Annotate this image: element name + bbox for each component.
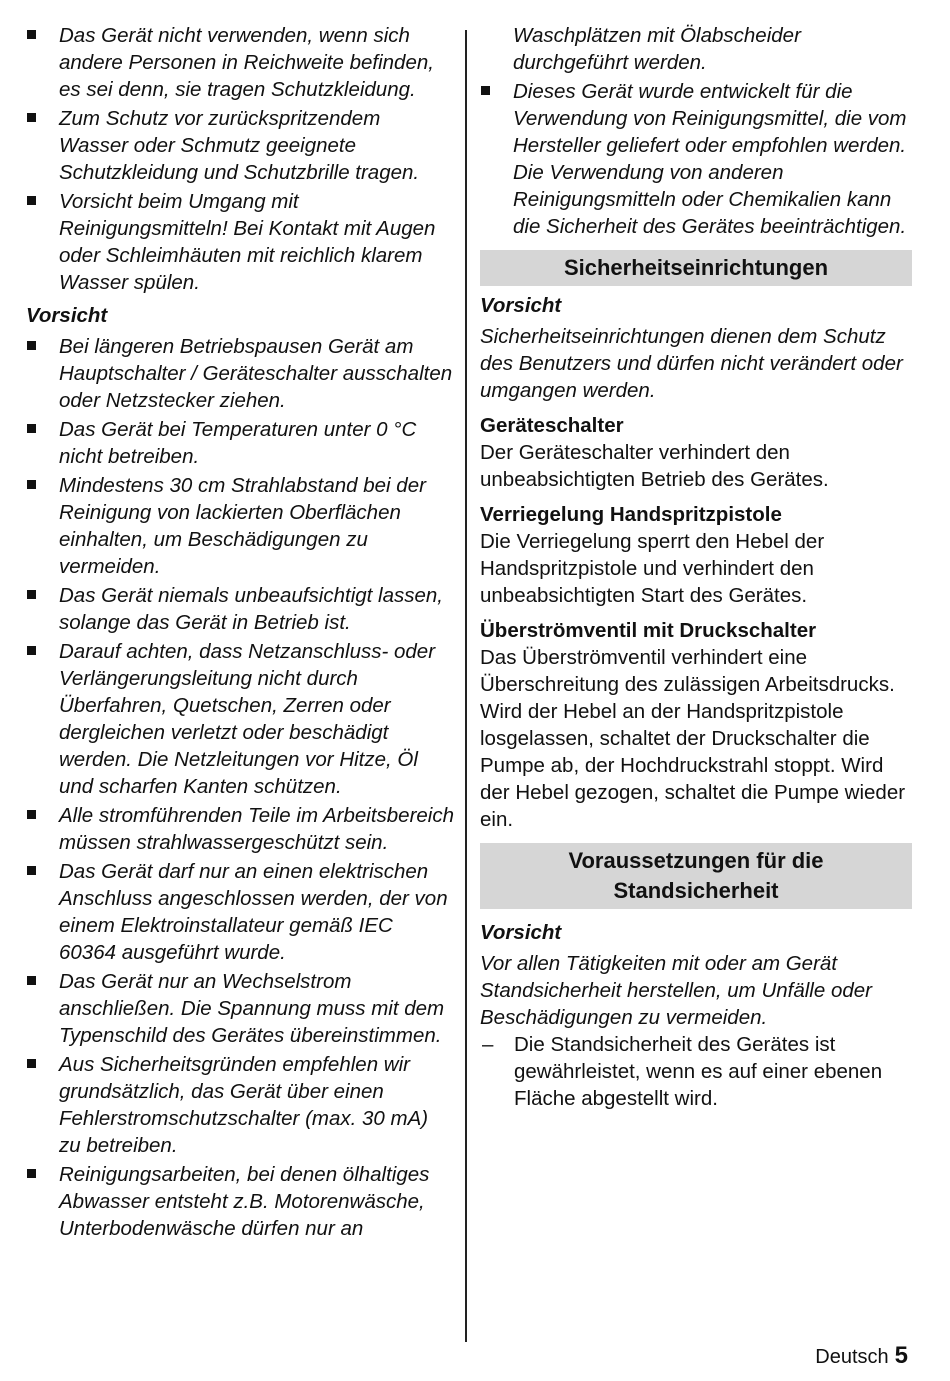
subheading-overflow-valve: Überströmventil mit Druckschalter <box>480 619 817 642</box>
caution-text: Vor allen Tätigkeiten mit oder am Gerät Standsicherheit herstellen, um Unfälle oder Beschädigungen zu vermeiden. <box>480 952 872 1029</box>
square-bullet-icon <box>481 86 490 95</box>
list-item <box>26 582 454 636</box>
list-item <box>26 188 454 296</box>
caution-heading: Vorsicht <box>480 294 562 317</box>
dash-item-text: Die Standsicherheit des Gerätes ist gewährleistet, wenn es auf einer ebenen Fläche abgestellt wird. <box>514 1033 883 1110</box>
list-item-text: Darauf achten, dass Netzanschluss- oder Verlängerungsleitung nicht durch Überfahren, Quetschen, Zerren oder dergleichen verletzt oder beschädigt werden. Die Netzleitungen vor Hitze, Öl und scharfen Kanten schützen. <box>59 640 436 798</box>
safety-list-b <box>26 333 454 1242</box>
list-item <box>26 333 454 414</box>
continuation-text: Waschplätzen mit Ölabscheider durchgeführt werden. <box>513 24 801 74</box>
square-bullet-icon <box>27 113 36 122</box>
square-bullet-icon <box>27 341 36 350</box>
dash-list-item <box>480 1031 912 1112</box>
list-item <box>26 858 454 966</box>
square-bullet-icon <box>27 866 36 875</box>
caution-heading: Vorsicht <box>480 921 562 944</box>
list-item-text: Das Gerät niemals unbeaufsichtigt lassen, solange das Gerät in Betrieb ist. <box>59 584 444 634</box>
list-item-text: Dieses Gerät wurde entwickelt für die Verwendung von Reinigungsmittel, die vom Hersteller geliefert oder empfohlen werden. Die Verwendung von anderen Reinigungsmitteln oder Chemikalien kann die Sicherheit des Gerätes beeinträchtigen. <box>513 80 907 238</box>
left-column <box>26 22 454 1244</box>
square-bullet-icon <box>27 1169 36 1178</box>
square-bullet-icon <box>27 30 36 39</box>
square-bullet-icon <box>27 976 36 985</box>
list-item <box>26 802 454 856</box>
section-heading-line: Standsicherheit <box>613 878 779 903</box>
square-bullet-icon <box>27 1059 36 1068</box>
list-item-text: Zum Schutz vor zurückspritzendem Wasser oder Schmutz geeignete Schutzkleidung und Schutzbrille tragen. <box>59 107 420 184</box>
caution-heading: Vorsicht <box>26 304 108 327</box>
list-item-text: Das Gerät bei Temperaturen unter 0 °C nicht betreiben. <box>59 418 417 468</box>
section-heading-stability <box>480 843 912 909</box>
footer-language: Deutsch <box>815 1346 889 1368</box>
caution-text: Sicherheitseinrichtungen dienen dem Schutz des Benutzers und dürfen nicht verändert oder umgangen werden. <box>480 325 903 402</box>
list-item-text: Das Gerät nicht verwenden, wenn sich andere Personen in Reichweite befinden, es sei denn, sie tragen Schutzkleidung. <box>59 24 434 101</box>
list-item <box>26 638 454 800</box>
right-column <box>480 22 912 1112</box>
section-heading-line: Voraussetzungen für die <box>568 848 824 873</box>
dash-bullet-icon: – <box>482 1033 494 1056</box>
list-item <box>26 472 454 580</box>
page-footer <box>815 1342 908 1371</box>
square-bullet-icon <box>27 424 36 433</box>
list-item-text: Bei längeren Betriebspausen Gerät am Hauptschalter / Geräteschalter ausschalten oder Netzstecker ziehen. <box>59 335 453 412</box>
square-bullet-icon <box>27 590 36 599</box>
square-bullet-icon <box>27 480 36 489</box>
list-item-text: Aus Sicherheitsgründen empfehlen wir grundsätzlich, das Gerät über einen Fehlerstromschutzschalter (max. 30 mA) zu betreiben. <box>59 1053 429 1157</box>
list-item <box>26 416 454 470</box>
square-bullet-icon <box>27 196 36 205</box>
square-bullet-icon <box>27 646 36 655</box>
gun-lock-text: Die Verriegelung sperrt den Hebel der Handspritzpistole und verhindert den unbeabsichtigten Start des Gerätes. <box>480 530 825 607</box>
list-item-text: Alle stromführenden Teile im Arbeitsbereich müssen strahlwassergeschützt sein. <box>59 804 455 854</box>
list-item <box>26 1161 454 1242</box>
section-heading-safety-devices: Sicherheitseinrichtungen <box>480 250 912 286</box>
list-item <box>26 968 454 1049</box>
list-item-text: Das Gerät nur an Wechselstrom anschließen. Die Spannung muss mit dem Typenschild des Gerätes übereinstimmen. <box>59 970 445 1047</box>
list-item-text: Das Gerät darf nur an einen elektrischen Anschluss angeschlossen werden, der von einem Elektroinstallateur gemäß IEC 60364 ausgeführt wurde. <box>59 860 448 964</box>
column-divider <box>465 30 467 1342</box>
list-item <box>26 22 454 103</box>
device-switch-text: Der Geräteschalter verhindert den unbeabsichtigten Betrieb des Gerätes. <box>480 441 829 491</box>
list-item-text: Mindestens 30 cm Strahlabstand bei der Reinigung von lackierten Oberflächen einhalten, um Beschädigungen zu vermeiden. <box>59 474 426 578</box>
list-item <box>480 78 912 240</box>
safety-list-a <box>26 22 454 296</box>
list-item <box>26 1051 454 1159</box>
list-item-text: Vorsicht beim Umgang mit Reinigungsmitteln! Bei Kontakt mit Augen oder Schleimhäuten mit reichlich klarem Wasser spülen. <box>59 190 436 294</box>
square-bullet-icon <box>27 810 36 819</box>
overflow-valve-text: Das Überströmventil verhindert eine Überschreitung des zulässigen Arbeitsdrucks. Wird der Hebel an der Handspritzpistole losgelassen, schaltet der Druckschalter die Pumpe ab, der Hochdruckstrahl stoppt. Wird der Hebel gezogen, schaltet die Pumpe wieder ein. <box>480 646 906 831</box>
list-item <box>26 105 454 186</box>
subheading-gun-lock: Verriegelung Handspritzpistole <box>480 503 782 526</box>
list-item-text: Reinigungsarbeiten, bei denen ölhaltiges Abwasser entsteht z.B. Motorenwäsche, Unterbodenwäsche dürfen nur an <box>59 1163 430 1240</box>
page-number: 5 <box>894 1342 908 1369</box>
detergent-list <box>480 78 912 240</box>
subheading-device-switch: Geräteschalter <box>480 414 624 437</box>
